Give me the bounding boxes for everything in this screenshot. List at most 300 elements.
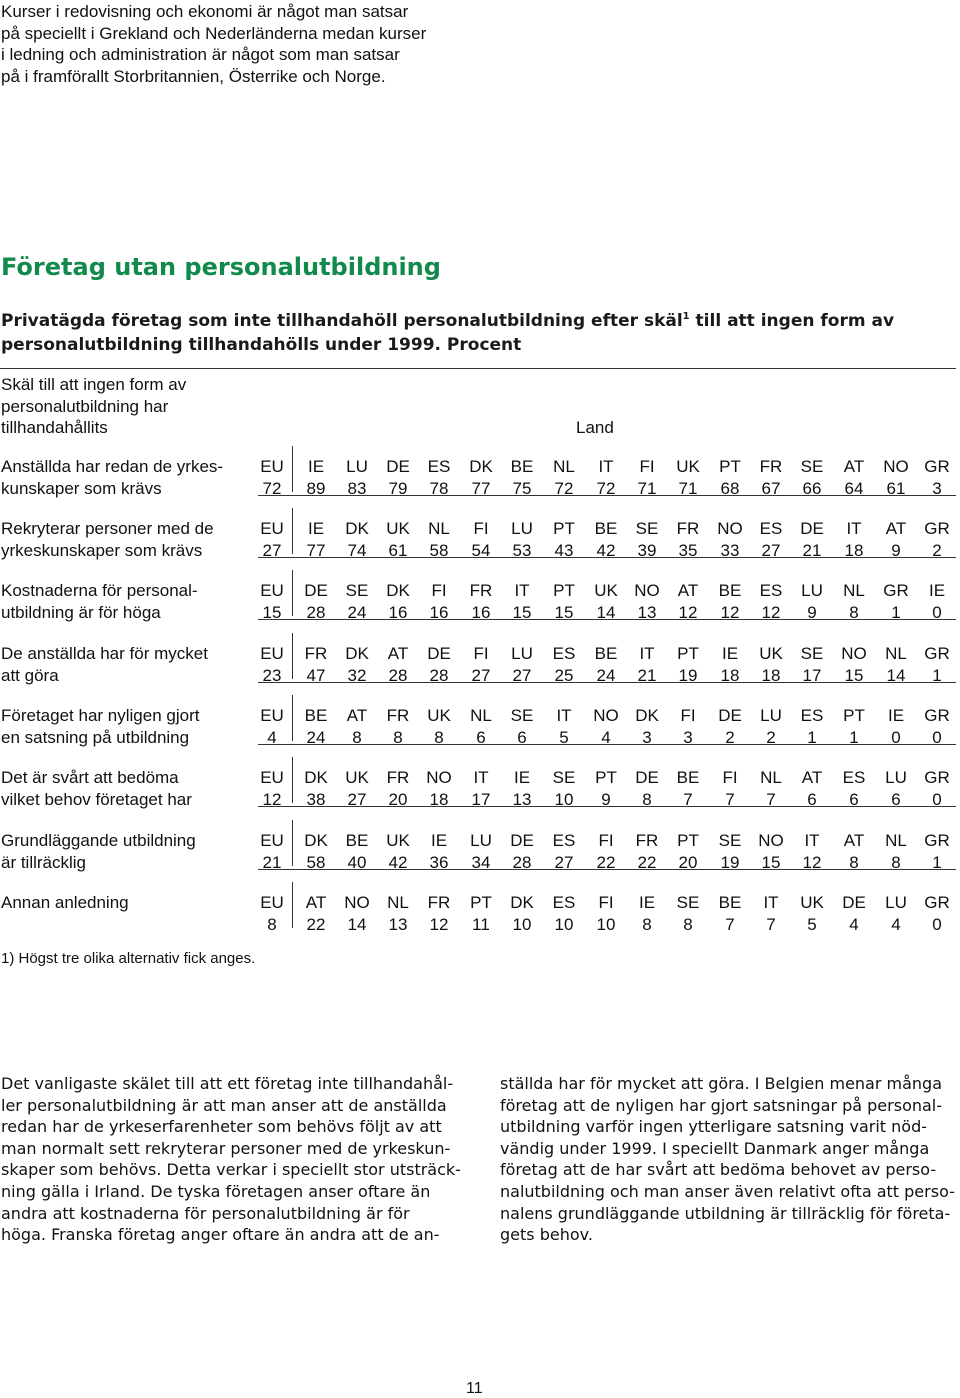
- body-line: nalutbildning och man anser även relativt ofta att perso-: [500, 1181, 955, 1201]
- percent-value: 8: [849, 853, 859, 872]
- percent-value: 4: [891, 915, 901, 934]
- percent-value: 18: [761, 666, 781, 685]
- column-divider: [292, 508, 293, 554]
- country-code: BE: [510, 457, 534, 476]
- footnote: 1) Högst tre olika alternativ fick anges.: [1, 950, 256, 967]
- country-code: IE: [928, 581, 946, 600]
- country-code: UK: [759, 644, 783, 663]
- percent-value: 19: [720, 853, 740, 872]
- percent-value: 18: [720, 666, 740, 685]
- percent-value: 28: [429, 666, 449, 685]
- country-code: BE: [594, 519, 618, 538]
- country-code: LU: [885, 893, 907, 912]
- country-code: PT: [719, 457, 741, 476]
- country-code: AT: [843, 457, 865, 476]
- country-code: LU: [511, 519, 533, 538]
- country-code: NO: [883, 457, 909, 476]
- body-text-right: [500, 1073, 955, 1246]
- percent-value: 0: [932, 603, 942, 622]
- country-code: EU: [260, 457, 284, 476]
- reason-label: yrkeskunskaper som krävs: [1, 541, 203, 560]
- percent-value: 19: [678, 666, 698, 685]
- intro-line: på speciellt i Grekland och Nederländerna medan kurser: [1, 23, 427, 43]
- body-line: man normalt sett rekryterar personer med de yrkeskun-: [1, 1138, 451, 1158]
- country-code: ES: [552, 893, 576, 912]
- percent-value: 77: [471, 479, 491, 498]
- country-code: DK: [345, 519, 369, 538]
- percent-value: 68: [720, 479, 740, 498]
- percent-value: 3: [683, 728, 693, 747]
- caption-text: till att ingen form av: [689, 311, 895, 331]
- country-code: UK: [800, 893, 824, 912]
- country-code: IE: [887, 706, 905, 725]
- percent-value: 12: [262, 790, 282, 809]
- country-code: DK: [510, 893, 534, 912]
- column-divider: [292, 570, 293, 616]
- percent-value: 21: [637, 666, 657, 685]
- reason-label: utbildning är för höga: [1, 603, 161, 622]
- intro-paragraph: [1, 1, 471, 88]
- caption-line-1: [1, 305, 951, 333]
- percent-value: 4: [849, 915, 859, 934]
- percent-value: 8: [434, 728, 444, 747]
- percent-value: 20: [678, 853, 698, 872]
- percent-value: 24: [347, 603, 367, 622]
- country-code: LU: [801, 581, 823, 600]
- country-code: BE: [676, 768, 700, 787]
- percent-value: 1: [932, 666, 942, 685]
- percent-value: 8: [891, 853, 901, 872]
- country-code: SE: [552, 768, 576, 787]
- percent-value: 27: [262, 541, 282, 560]
- percent-value: 8: [683, 915, 693, 934]
- country-code: NO: [758, 831, 784, 850]
- percent-value: 1: [807, 728, 817, 747]
- percent-value: 1: [891, 603, 901, 622]
- country-code: NL: [843, 581, 865, 600]
- percent-value: 6: [476, 728, 486, 747]
- percent-value: 27: [512, 666, 532, 685]
- reason-group: [0, 580, 960, 636]
- percent-value: 72: [262, 479, 282, 498]
- percent-value: 15: [844, 666, 864, 685]
- reason-label: vilket behov företaget har: [1, 790, 192, 809]
- country-code: FI: [473, 519, 489, 538]
- body-line: vändig under 1999. I speciellt Danmark anger många: [500, 1138, 930, 1158]
- country-code: FR: [676, 519, 700, 538]
- country-code: UK: [427, 706, 451, 725]
- country-code: IE: [638, 893, 656, 912]
- country-code: SE: [800, 457, 824, 476]
- reason-group: [0, 830, 960, 886]
- country-code: ES: [552, 644, 576, 663]
- country-code: IT: [556, 706, 572, 725]
- reason-label: att göra: [1, 666, 59, 685]
- country-code: AT: [346, 706, 368, 725]
- body-line: företag att de har svårt att bedöma behovet av perso-: [500, 1160, 937, 1180]
- percent-value: 15: [512, 603, 532, 622]
- percent-value: 7: [766, 790, 776, 809]
- body-line: höga. Franska företag anger oftare än andra att de an-: [1, 1225, 440, 1245]
- country-code: FR: [635, 831, 659, 850]
- header-line: personalutbildning har: [1, 396, 169, 416]
- body-line: företag att de nyligen har gjort satsningar på personal-: [500, 1095, 943, 1115]
- percent-value: 42: [596, 541, 616, 560]
- reason-group: [0, 705, 960, 761]
- header-line: tillhandahållits: [1, 418, 108, 437]
- country-code: DK: [635, 706, 659, 725]
- country-code: SE: [510, 706, 534, 725]
- caption-text: Privatägda företag som inte tillhandahöll personalutbildning efter skäl: [1, 311, 683, 331]
- percent-value: 7: [725, 790, 735, 809]
- country-code: DK: [304, 831, 328, 850]
- country-code: GR: [924, 644, 950, 663]
- country-code: IE: [721, 644, 739, 663]
- reason-label: en satsning på utbildning: [1, 728, 190, 747]
- percent-value: 27: [554, 853, 574, 872]
- body-line: redan har de yrkeserfarenheter som behövs följt av att: [1, 1117, 442, 1137]
- country-code: DE: [510, 831, 534, 850]
- country-code: FR: [427, 893, 451, 912]
- percent-value: 14: [347, 915, 367, 934]
- body-line: Det vanligaste skälet till att ett företag inte tillhandahål-: [1, 1074, 454, 1093]
- country-code: GR: [924, 768, 950, 787]
- percent-value: 12: [429, 915, 449, 934]
- percent-value: 10: [512, 915, 532, 934]
- country-code: PT: [677, 831, 699, 850]
- country-code: DE: [800, 519, 824, 538]
- country-code: UK: [386, 831, 410, 850]
- header-line: Skäl till att ingen form av: [1, 375, 187, 394]
- country-code: FR: [759, 457, 783, 476]
- percent-value: 71: [637, 479, 657, 498]
- percent-value: 61: [886, 479, 906, 498]
- reason-group: [0, 767, 960, 823]
- percent-value: 13: [512, 790, 532, 809]
- country-code: GR: [924, 457, 950, 476]
- percent-value: 34: [471, 853, 491, 872]
- percent-value: 35: [678, 541, 698, 560]
- country-code: NO: [593, 706, 619, 725]
- percent-value: 17: [802, 666, 822, 685]
- country-code: AT: [843, 831, 865, 850]
- country-code: PT: [553, 581, 575, 600]
- percent-value: 33: [720, 541, 740, 560]
- percent-value: 38: [306, 790, 326, 809]
- percent-value: 2: [725, 728, 735, 747]
- country-code: NL: [387, 893, 409, 912]
- percent-value: 0: [932, 728, 942, 747]
- percent-value: 18: [844, 541, 864, 560]
- percent-value: 9: [807, 603, 817, 622]
- body-line: andra att kostnaderna för personalutbildning är för: [1, 1203, 410, 1223]
- percent-value: 28: [306, 603, 326, 622]
- percent-value: 58: [306, 853, 326, 872]
- reason-group: [0, 643, 960, 699]
- percent-value: 21: [802, 541, 822, 560]
- country-code: AT: [885, 519, 907, 538]
- country-code: GR: [924, 519, 950, 538]
- percent-value: 83: [347, 479, 367, 498]
- country-code: LU: [346, 457, 368, 476]
- percent-value: 16: [471, 603, 491, 622]
- country-code: LU: [470, 831, 492, 850]
- percent-value: 20: [388, 790, 408, 809]
- percent-value: 66: [802, 479, 822, 498]
- percent-value: 15: [554, 603, 574, 622]
- intro-line: Kurser i redovisning och ekonomi är något man satsar: [1, 2, 409, 21]
- percent-value: 27: [471, 666, 491, 685]
- country-code: PT: [677, 644, 699, 663]
- country-code: IT: [473, 768, 489, 787]
- country-code: NL: [553, 457, 575, 476]
- percent-value: 5: [559, 728, 569, 747]
- country-code: IE: [430, 831, 448, 850]
- country-code: FR: [386, 768, 410, 787]
- country-code: SE: [676, 893, 700, 912]
- country-code: LU: [511, 644, 533, 663]
- percent-value: 15: [761, 853, 781, 872]
- country-code: ES: [427, 457, 451, 476]
- percent-value: 27: [347, 790, 367, 809]
- percent-value: 7: [683, 790, 693, 809]
- country-code: SE: [345, 581, 369, 600]
- percent-value: 53: [512, 541, 532, 560]
- country-code: NO: [344, 893, 370, 912]
- percent-value: 3: [642, 728, 652, 747]
- percent-value: 79: [388, 479, 408, 498]
- country-code: DE: [386, 457, 410, 476]
- table-top-rule: [0, 368, 956, 369]
- percent-value: 39: [637, 541, 657, 560]
- percent-value: 3: [932, 479, 942, 498]
- percent-value: 58: [429, 541, 449, 560]
- country-code: NL: [885, 644, 907, 663]
- country-code: AT: [387, 644, 409, 663]
- country-code: ES: [842, 768, 866, 787]
- country-code: NL: [428, 519, 450, 538]
- reason-group: [0, 518, 960, 574]
- country-code: IT: [804, 831, 820, 850]
- percent-value: 40: [347, 853, 367, 872]
- footnote-marker: 1: [682, 311, 690, 322]
- country-code: SE: [635, 519, 659, 538]
- country-code: BE: [304, 706, 328, 725]
- percent-value: 6: [517, 728, 527, 747]
- country-code: IT: [639, 644, 655, 663]
- country-code: NL: [470, 706, 492, 725]
- country-code: GR: [924, 893, 950, 912]
- country-code: EU: [260, 644, 284, 663]
- country-code: IT: [846, 519, 862, 538]
- percent-value: 4: [601, 728, 611, 747]
- country-code: GR: [883, 581, 909, 600]
- country-code: EU: [260, 831, 284, 850]
- percent-value: 77: [306, 541, 326, 560]
- percent-value: 23: [262, 666, 282, 685]
- percent-value: 64: [844, 479, 864, 498]
- country-code: AT: [305, 893, 327, 912]
- country-code: DK: [469, 457, 493, 476]
- percent-value: 5: [807, 915, 817, 934]
- country-code: FI: [473, 644, 489, 663]
- country-code: FI: [431, 581, 447, 600]
- country-code: ES: [759, 519, 783, 538]
- country-code: FI: [598, 893, 614, 912]
- country-code: DE: [718, 706, 742, 725]
- percent-value: 0: [932, 915, 942, 934]
- body-line: ställda har för mycket att göra. I Belgien menar många: [500, 1074, 943, 1093]
- country-code: IT: [514, 581, 530, 600]
- column-divider: [292, 882, 293, 928]
- country-code: IE: [513, 768, 531, 787]
- body-line: nalens grundläggande utbildning är tillräcklig för företa-: [500, 1203, 951, 1223]
- reason-label: Grundläggande utbildning: [1, 831, 196, 850]
- country-code: UK: [345, 768, 369, 787]
- country-code: SE: [800, 644, 824, 663]
- column-divider: [292, 695, 293, 741]
- country-code: ES: [552, 831, 576, 850]
- country-code: FI: [680, 706, 696, 725]
- percent-value: 6: [891, 790, 901, 809]
- land-column-header: Land: [576, 418, 614, 437]
- percent-value: 8: [393, 728, 403, 747]
- country-code: SE: [718, 831, 742, 850]
- body-line: utbildning varför ingen ytterligare satsning varit nöd-: [500, 1117, 928, 1137]
- country-code: PT: [843, 706, 865, 725]
- reason-label: Rekryterar personer med de: [1, 519, 214, 538]
- country-code: NL: [885, 831, 907, 850]
- country-code: UK: [594, 581, 618, 600]
- reason-label: Anställda har redan de yrkes-: [1, 457, 224, 476]
- percent-value: 22: [596, 853, 616, 872]
- percent-value: 12: [802, 853, 822, 872]
- percent-value: 22: [306, 915, 326, 934]
- percent-value: 28: [512, 853, 532, 872]
- body-line: gets behov.: [500, 1225, 593, 1245]
- table-caption: [1, 305, 951, 357]
- percent-value: 8: [352, 728, 362, 747]
- percent-value: 0: [932, 790, 942, 809]
- country-code: BE: [594, 644, 618, 663]
- caption-line-2: personalutbildning tillhandahölls under 1999. Procent: [1, 335, 522, 355]
- country-code: UK: [386, 519, 410, 538]
- country-code: FR: [386, 706, 410, 725]
- body-text-left: [1, 1073, 461, 1246]
- percent-value: 0: [891, 728, 901, 747]
- percent-value: 36: [429, 853, 449, 872]
- country-code: PT: [595, 768, 617, 787]
- percent-value: 15: [262, 603, 282, 622]
- country-code: FI: [722, 768, 738, 787]
- percent-value: 67: [761, 479, 781, 498]
- percent-value: 1: [849, 728, 859, 747]
- country-code: FI: [598, 831, 614, 850]
- country-code: PT: [470, 893, 492, 912]
- intro-line: på i framförallt Storbritannien, Österrike och Norge.: [1, 67, 386, 87]
- percent-value: 42: [388, 853, 408, 872]
- country-code: BE: [718, 893, 742, 912]
- country-code: ES: [800, 706, 824, 725]
- body-line: ning gälla i Irland. De tyska företagen anser oftare än: [1, 1181, 431, 1201]
- percent-value: 13: [637, 603, 657, 622]
- country-code: LU: [760, 706, 782, 725]
- percent-value: 8: [642, 790, 652, 809]
- percent-value: 12: [761, 603, 781, 622]
- country-code: UK: [676, 457, 700, 476]
- country-code: NO: [841, 644, 867, 663]
- reason-label: Annan anledning: [1, 893, 129, 912]
- percent-value: 24: [306, 728, 326, 747]
- country-code: GR: [924, 831, 950, 850]
- percent-value: 47: [306, 666, 326, 685]
- percent-value: 12: [720, 603, 740, 622]
- country-code: IT: [763, 893, 779, 912]
- country-code: IE: [307, 457, 325, 476]
- percent-value: 78: [429, 479, 449, 498]
- percent-value: 6: [807, 790, 817, 809]
- country-code: DK: [386, 581, 410, 600]
- country-code: FR: [469, 581, 493, 600]
- country-code: NL: [760, 768, 782, 787]
- reason-group: [0, 456, 960, 512]
- country-code: GR: [924, 706, 950, 725]
- percent-value: 11: [472, 915, 490, 934]
- country-code: FR: [304, 644, 328, 663]
- percent-value: 7: [725, 915, 735, 934]
- country-code: AT: [801, 768, 823, 787]
- percent-value: 10: [554, 790, 574, 809]
- country-code: DE: [304, 581, 328, 600]
- country-code: IT: [598, 457, 614, 476]
- percent-value: 16: [388, 603, 408, 622]
- percent-value: 61: [388, 541, 408, 560]
- country-code: DE: [427, 644, 451, 663]
- reason-group: [0, 892, 960, 948]
- percent-value: 6: [849, 790, 859, 809]
- reason-label: De anställda har för mycket: [1, 644, 208, 663]
- percent-value: 2: [932, 541, 942, 560]
- country-code: DK: [345, 644, 369, 663]
- country-code: NO: [717, 519, 743, 538]
- percent-value: 2: [766, 728, 776, 747]
- country-code: DE: [842, 893, 866, 912]
- country-code: EU: [260, 706, 284, 725]
- percent-value: 71: [678, 479, 698, 498]
- percent-value: 13: [388, 915, 408, 934]
- reason-label: Det är svårt att bedöma: [1, 768, 179, 787]
- percent-value: 54: [471, 541, 491, 560]
- percent-value: 28: [388, 666, 408, 685]
- country-code: ES: [759, 581, 783, 600]
- country-code: DK: [304, 768, 328, 787]
- percent-value: 9: [891, 541, 901, 560]
- percent-value: 24: [596, 666, 616, 685]
- percent-value: 21: [262, 853, 282, 872]
- percent-value: 9: [601, 790, 611, 809]
- country-code: BE: [718, 581, 742, 600]
- body-line: ler personalutbildning är att man anser att de anställda: [1, 1095, 447, 1115]
- percent-value: 18: [429, 790, 449, 809]
- percent-value: 10: [554, 915, 574, 934]
- country-code: PT: [553, 519, 575, 538]
- percent-value: 12: [678, 603, 698, 622]
- percent-value: 89: [306, 479, 326, 498]
- country-code: EU: [260, 519, 284, 538]
- percent-value: 4: [267, 728, 277, 747]
- intro-line: i ledning och administration är något som man satsar: [1, 45, 400, 65]
- country-code: IE: [307, 519, 325, 538]
